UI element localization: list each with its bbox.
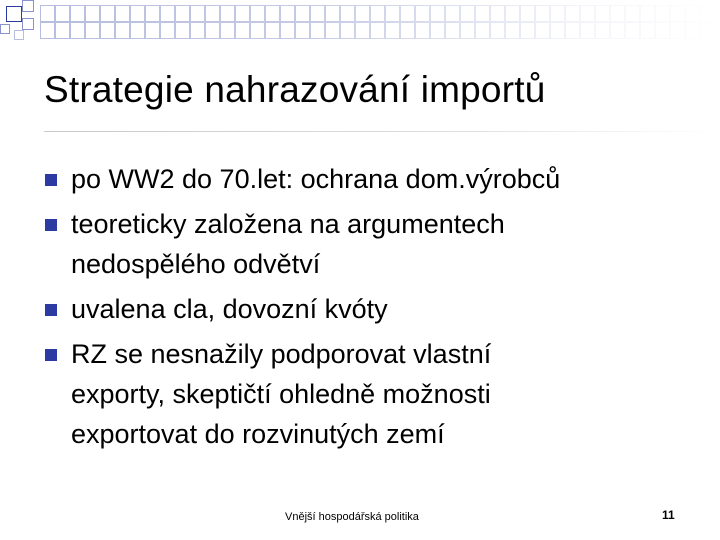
decorative-square [14,30,24,40]
title-divider [44,131,720,132]
bullet-line: exporty, skeptičtí ohledně možnosti [71,379,491,409]
square-bullet-icon [45,349,57,361]
decorative-square [22,18,34,30]
bullet-text [71,289,684,329]
bullet-item [44,159,684,199]
bullet-line: nedospělého odvětví [71,249,321,279]
decorative-square [0,24,10,34]
decorative-square [22,0,34,12]
bullet-line: uvalena cla, dovozní kvóty [71,294,388,324]
decorative-square-accent [6,6,22,22]
bullet-line: po WW2 do 70.let: ochrana dom.výrobců [71,164,561,194]
footer-text: Vnější hospodářská politika [285,511,419,523]
decorative-header-band [0,0,720,44]
bullet-line: RZ se nesnažily podporovat vlastní [71,339,492,369]
bullet-list [44,159,684,459]
square-bullet-icon [45,219,57,231]
bullet-item [44,289,684,329]
bullet-item [44,334,684,454]
bullet-line: teoreticky založena na argumentech [71,209,505,239]
bullet-line: exportovat do rozvinutých zemí [71,419,445,449]
page-number: 11 [662,508,675,522]
bullet-text [71,334,684,454]
bullet-item [44,204,684,284]
square-bullet-icon [45,304,57,316]
bullet-text [71,204,684,284]
bullet-text [71,159,684,199]
decorative-grid-fade [40,0,720,44]
square-bullet-icon [45,174,57,186]
slide-title: Strategie nahrazování importů [44,69,546,110]
